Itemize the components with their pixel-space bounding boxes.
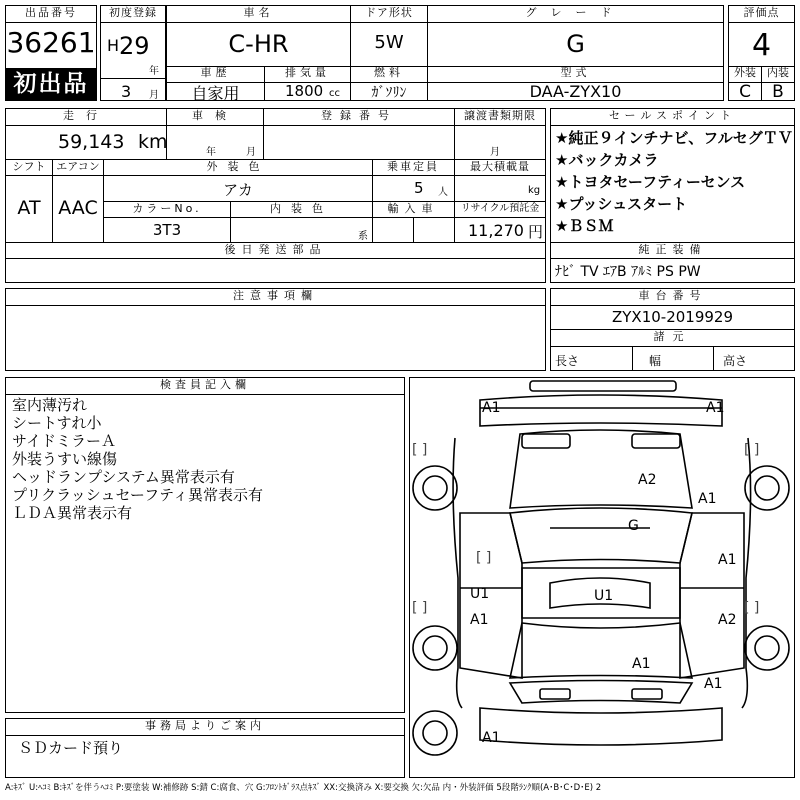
interior-label: 内装	[767, 66, 789, 79]
score-box	[728, 5, 795, 101]
mark-pillar-left: U1	[470, 586, 490, 602]
sales-point: ★ＢＳＭ	[555, 217, 614, 235]
overall-score: 4	[751, 28, 772, 63]
office-label: 事務局よりご案内	[145, 719, 265, 732]
sales-point: ★純正９インチナビ、フルセグＴＶ	[555, 129, 793, 147]
load-unit: kg	[528, 185, 541, 196]
inspection-year-unit: 年	[206, 147, 216, 158]
color-number: 3T3	[152, 221, 182, 239]
caution-box	[5, 288, 546, 371]
mark-rear-left: A1	[482, 730, 501, 746]
recycle-label: リサイクル預託金	[460, 203, 540, 214]
registration-label: 初度登録	[109, 6, 157, 19]
height-label: 高さ	[723, 354, 748, 368]
plate-label: 登録番号	[321, 109, 397, 122]
note-line: プリクラッシュセーフティ異常表示有	[12, 486, 263, 504]
first-listing-badge: 初出品	[6, 68, 96, 100]
transfer-month-unit: 月	[490, 147, 500, 158]
mark-front-left: A1	[482, 400, 501, 416]
car-name: C-HR	[228, 30, 289, 58]
year-unit: 年	[149, 66, 159, 77]
mileage: 59,143	[58, 131, 125, 153]
later-parts-label: 後日発送部品	[224, 243, 327, 256]
mark-door-right-front: A1	[718, 552, 737, 568]
history-label: 車歴	[200, 66, 231, 79]
color-label: 外装色	[206, 160, 270, 173]
equipment-label: 純正装備	[638, 243, 707, 256]
inspection-month-unit: 月	[246, 147, 256, 158]
lot-number: 36261	[6, 26, 96, 59]
grade: G	[566, 30, 585, 58]
registration-year: 29	[119, 32, 150, 60]
car-diagram	[409, 377, 795, 778]
caution-label: 注意事項欄	[233, 289, 318, 302]
fuel: ｶﾞｿﾘﾝ	[371, 85, 407, 101]
car-name-label: 車名	[243, 6, 274, 19]
bracket-mark: [ ]	[476, 550, 492, 566]
intcolor-unit: 系	[358, 231, 368, 242]
mark-door-left: A1	[470, 612, 489, 628]
registration-month: 3	[121, 82, 132, 101]
bracket-mark: [ ]	[412, 442, 428, 458]
recycle-yen: 円	[528, 223, 544, 241]
inspection-label: 車検	[192, 109, 238, 122]
displacement-unit: cc	[329, 88, 340, 99]
mileage-unit: km	[138, 131, 168, 153]
sales-point: ★トヨタセーフティーセンス	[555, 173, 746, 191]
chassis-label: 車台番号	[638, 289, 707, 302]
note-line: ヘッドランプシステム異常表示有	[12, 468, 235, 486]
shift: AT	[17, 197, 41, 219]
note-line: 室内薄汚れ	[12, 396, 88, 414]
mark-bonnet: A2	[638, 472, 657, 488]
bracket-mark: [ ]	[744, 600, 760, 616]
shift-label: シフト	[12, 160, 46, 173]
history: 自家用	[191, 84, 240, 103]
legend-footer: A:ｷｽﾞ U:ﾍｺﾐ B:ｷｽﾞを伴うﾍｺﾐ P:要塗装 W:補修跡 S:錆 C:腐食、穴 G:ﾌﾛﾝﾄｶﾞﾗｽ点ｷｽﾞ XX:交換済み X:要交換 欠:欠品 内・外装評価 5段階ﾗﾝｸ順(A･B･C･D･E) 2	[5, 783, 602, 793]
recycle-fee: 11,270	[468, 221, 524, 240]
exterior-grade: C	[739, 82, 751, 102]
chassis-number: ZYX10-2019929	[611, 308, 734, 326]
note-line: シートすれ小	[12, 414, 102, 432]
aircon: AAC	[58, 197, 98, 219]
mark-trunk: A1	[632, 656, 651, 672]
mark-center: U1	[594, 588, 614, 604]
lot-number-box	[5, 5, 97, 101]
dims-label: 諸元	[653, 330, 692, 343]
note-line: ＬＤＡ異常表示有	[12, 504, 133, 522]
sales-points-list	[551, 127, 794, 237]
mark-rear-right: A1	[704, 676, 723, 692]
model-code: DAA-ZYX10	[529, 82, 622, 101]
grade-label: グレード	[525, 6, 626, 19]
vehicle-info-box	[166, 5, 724, 101]
exterior-color: アカ	[223, 181, 253, 199]
month-unit: 月	[149, 90, 159, 101]
chassis-box	[550, 288, 795, 371]
equipment-list: ﾅﾋﾞ TV ｴｱB ｱﾙﾐ PS PW	[555, 264, 701, 280]
capacity-label: 乗車定員	[387, 160, 439, 173]
displacement-label: 排気量	[285, 66, 330, 79]
door-label: ドア形状	[365, 6, 413, 19]
sales-point: ★バックカメラ	[555, 151, 659, 169]
colorno-label: カラーNo.	[132, 202, 202, 215]
mileage-label: 走行	[63, 109, 109, 122]
score-label: 評価点	[743, 6, 780, 19]
intcolor-label: 内装色	[270, 202, 333, 215]
office-box	[5, 718, 405, 778]
note-line: 外装うすい線傷	[12, 450, 118, 468]
lot-number-label: 出品番号	[25, 6, 77, 19]
sales-points-box	[550, 108, 795, 283]
capacity: 5	[414, 179, 424, 197]
registration-era: H	[107, 36, 120, 55]
inspector-notes	[6, 396, 404, 522]
capacity-unit: 人	[438, 187, 448, 198]
ac-label: エアコン	[56, 160, 100, 173]
sales-point: ★プッシュスタート	[555, 195, 688, 213]
mark-fender-right: A1	[698, 491, 717, 507]
length-label: 長さ	[555, 354, 580, 368]
bracket-mark: [ ]	[412, 600, 428, 616]
mark-front-right: A1	[706, 400, 725, 416]
sales-points-label: セールスポイント	[608, 109, 736, 122]
import-label: 輸入車	[387, 202, 439, 215]
mark-door-right-rear: A2	[718, 612, 737, 628]
note-line: サイドミラーＡ	[12, 432, 116, 450]
width-label: 幅	[649, 354, 662, 368]
bracket-mark: [ ]	[744, 442, 760, 458]
car-outline	[410, 378, 794, 777]
office-note: ＳＤカード預り	[18, 739, 124, 757]
exterior-label: 外装	[734, 66, 756, 79]
inspector-box	[5, 377, 405, 713]
load-label: 最大積載量	[470, 160, 530, 173]
details-box	[5, 108, 546, 283]
mark-roof: G	[628, 518, 639, 534]
transfer-label: 譲渡書類期限	[464, 109, 536, 122]
inspector-label: 検査員記入欄	[160, 378, 250, 391]
registration-box	[100, 5, 166, 101]
door-type: 5W	[374, 32, 404, 53]
model-label: 型式	[560, 66, 591, 79]
interior-grade: B	[772, 82, 784, 102]
fuel-label: 燃料	[374, 66, 404, 79]
displacement: 1800	[285, 82, 324, 100]
